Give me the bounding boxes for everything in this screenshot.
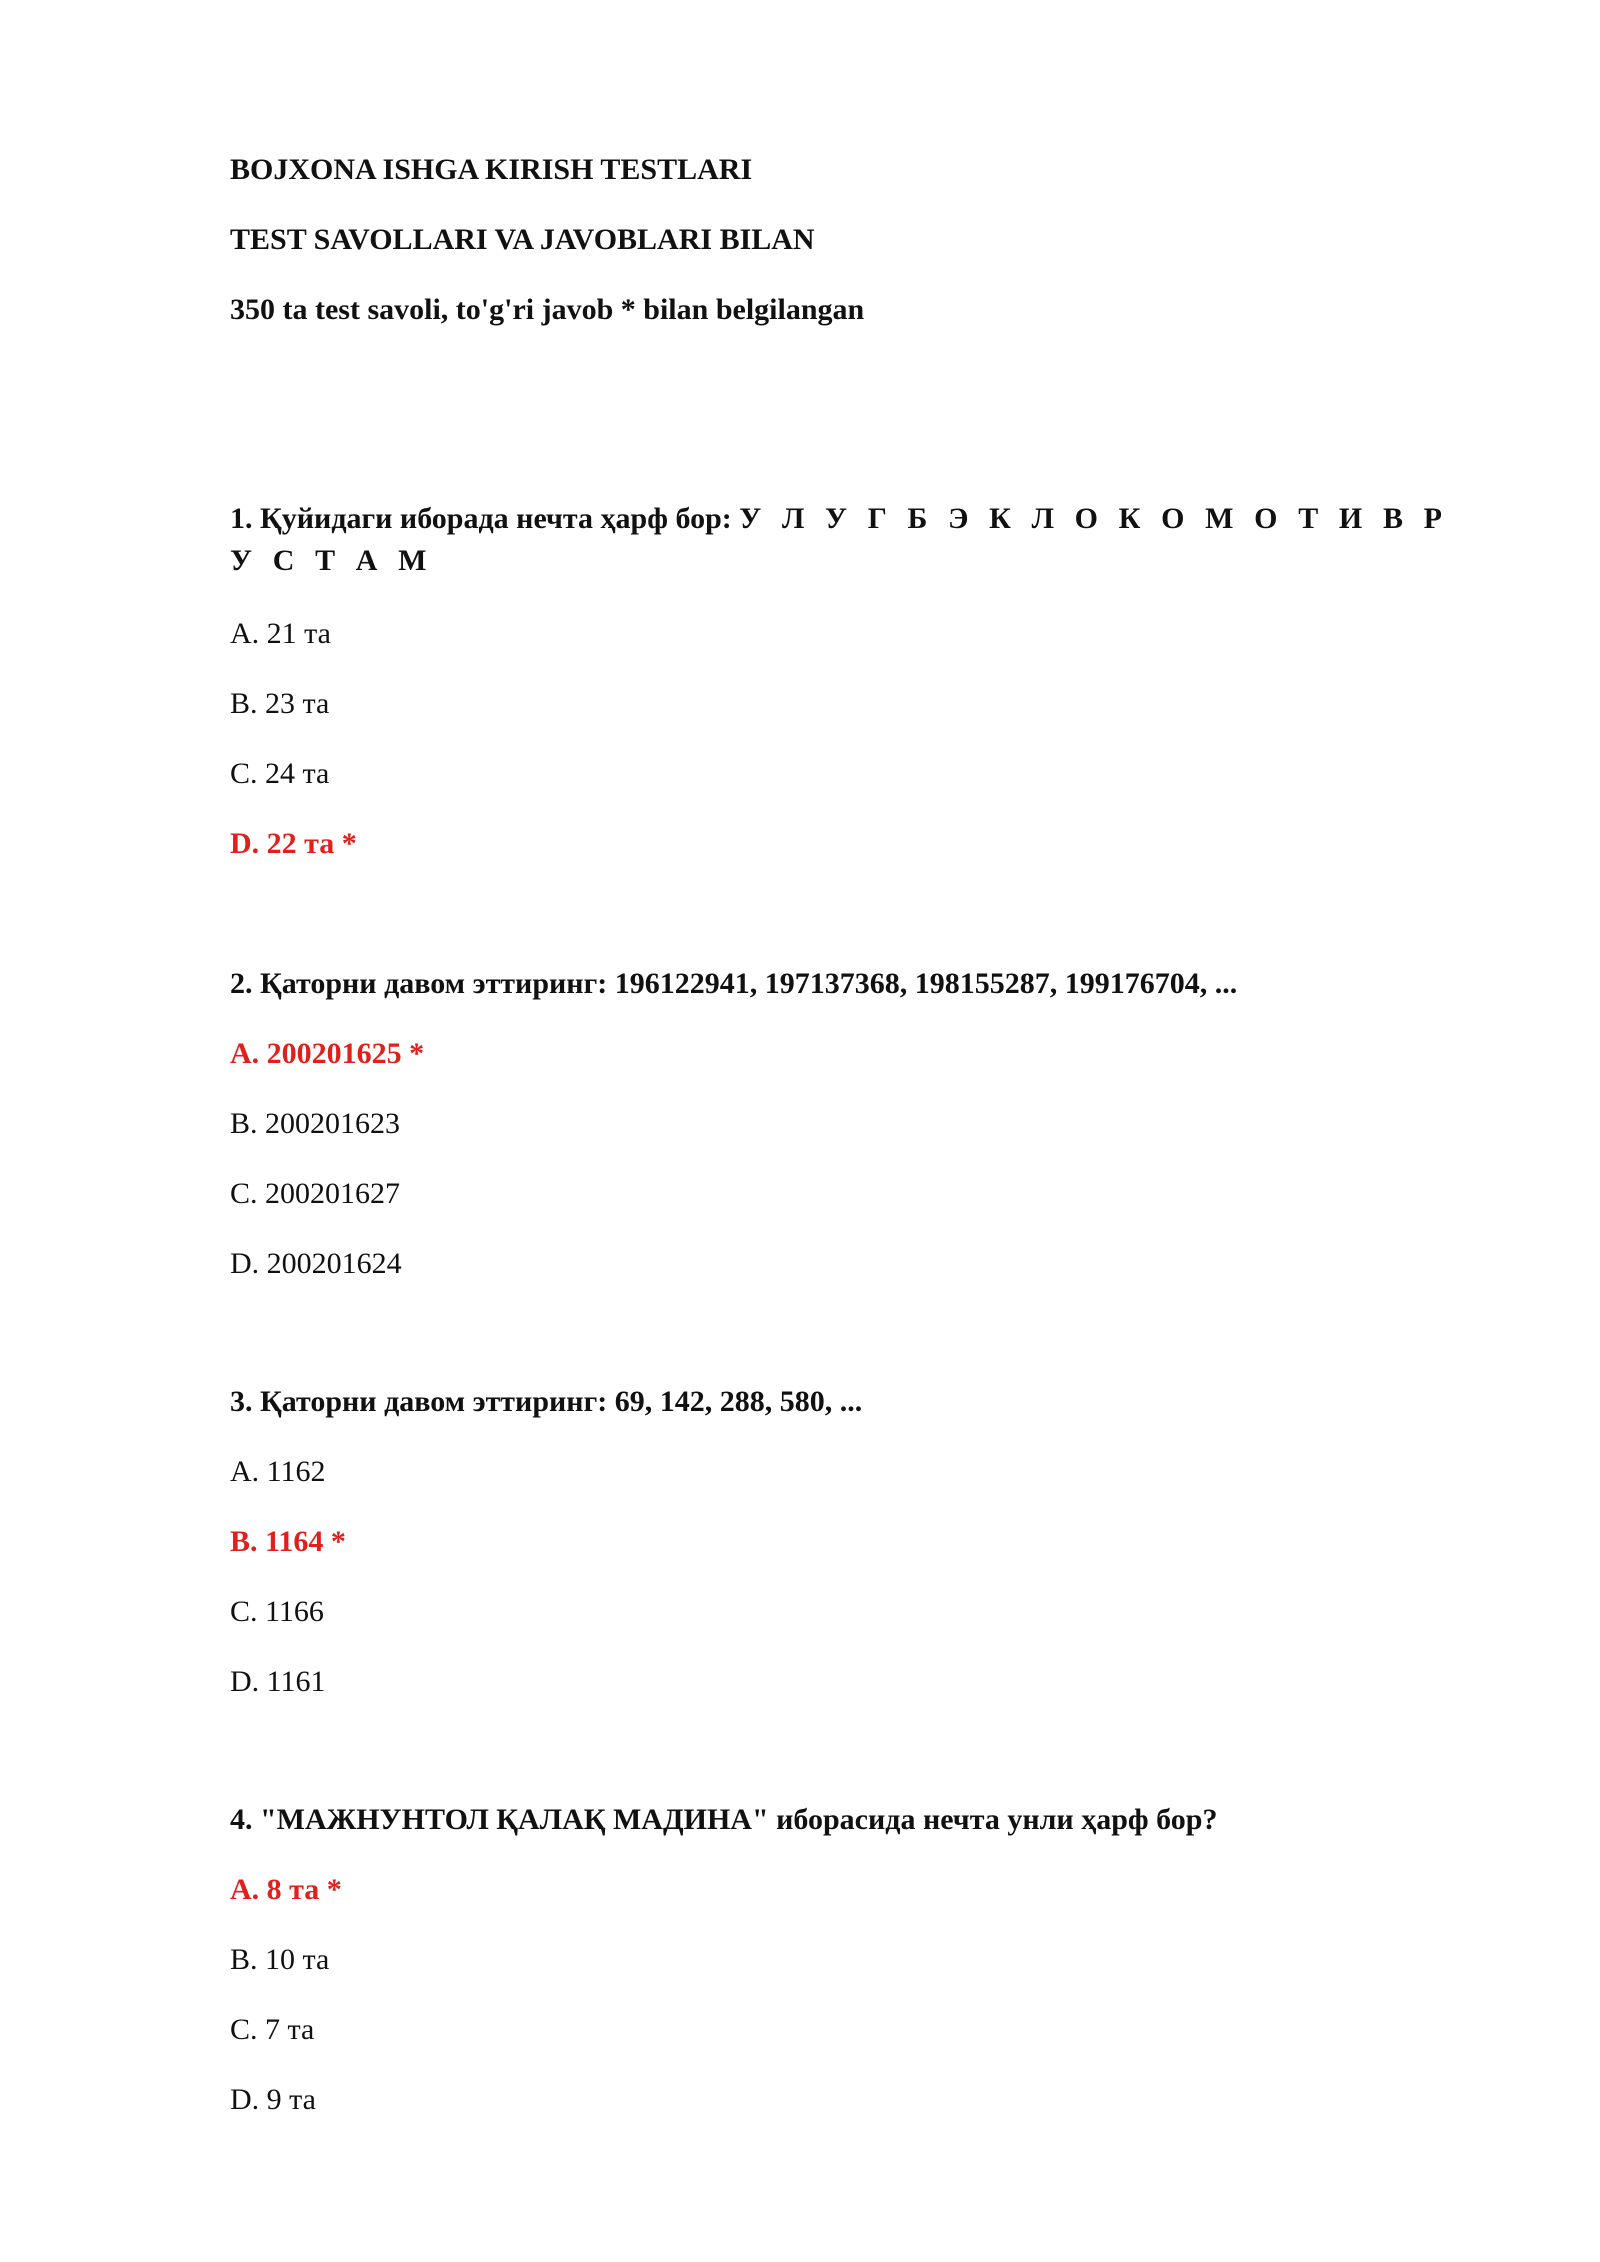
- question-3-option-d: D. 1161: [230, 1665, 326, 1698]
- question-3-prompt: 3. Қаторни давом эттиринг: 69, 142, 288, 580, ...: [230, 1385, 863, 1418]
- question-1-option-d-correct: D. 22 та *: [230, 827, 357, 860]
- document-title: BOJXONA ISHGA KIRISH TESTLARI: [230, 153, 753, 186]
- document-subtitle: TEST SAVOLLARI VA JAVOBLARI BILAN: [230, 223, 815, 256]
- document-page: [230, 0, 1530, 2262]
- question-4-prompt: 4. "МАЖНУНТОЛ ҚАЛАҚ МАДИНА" иборасида нечта унли ҳарф бор?: [230, 1803, 1218, 1836]
- question-4-option-c: C. 7 та: [230, 2013, 315, 2046]
- question-2-prompt: 2. Қаторни давом эттиринг: 196122941, 197137368, 198155287, 199176704, ...: [230, 967, 1238, 1000]
- question-1-option-a: A. 21 та: [230, 617, 331, 650]
- question-1-phrase: У Л У Г Б Э К Л О К О М О Т И В Р У С Т А М: [230, 502, 1449, 577]
- question-3-option-a: A. 1162: [230, 1455, 326, 1488]
- question-1-option-b: B. 23 та: [230, 687, 330, 720]
- document-note: 350 ta test savoli, to'g'ri javob * bilan belgilangan: [230, 293, 865, 326]
- question-2-option-c: C. 200201627: [230, 1177, 401, 1210]
- question-1: [230, 498, 1480, 582]
- question-3-option-b-correct: B. 1164 *: [230, 1525, 346, 1558]
- question-3-option-c: C. 1166: [230, 1595, 324, 1628]
- question-2-option-d: D. 200201624: [230, 1247, 402, 1280]
- question-1-prompt: 1. Қуйидаги иборада нечта ҳарф бор:: [230, 502, 732, 535]
- question-1-option-c: C. 24 та: [230, 757, 330, 790]
- question-2-option-a-correct: A. 200201625 *: [230, 1037, 425, 1070]
- question-4-option-b: B. 10 та: [230, 1943, 330, 1976]
- question-4-option-d: D. 9 та: [230, 2083, 316, 2116]
- question-4-option-a-correct: A. 8 та *: [230, 1873, 342, 1906]
- question-2-option-b: B. 200201623: [230, 1107, 401, 1140]
